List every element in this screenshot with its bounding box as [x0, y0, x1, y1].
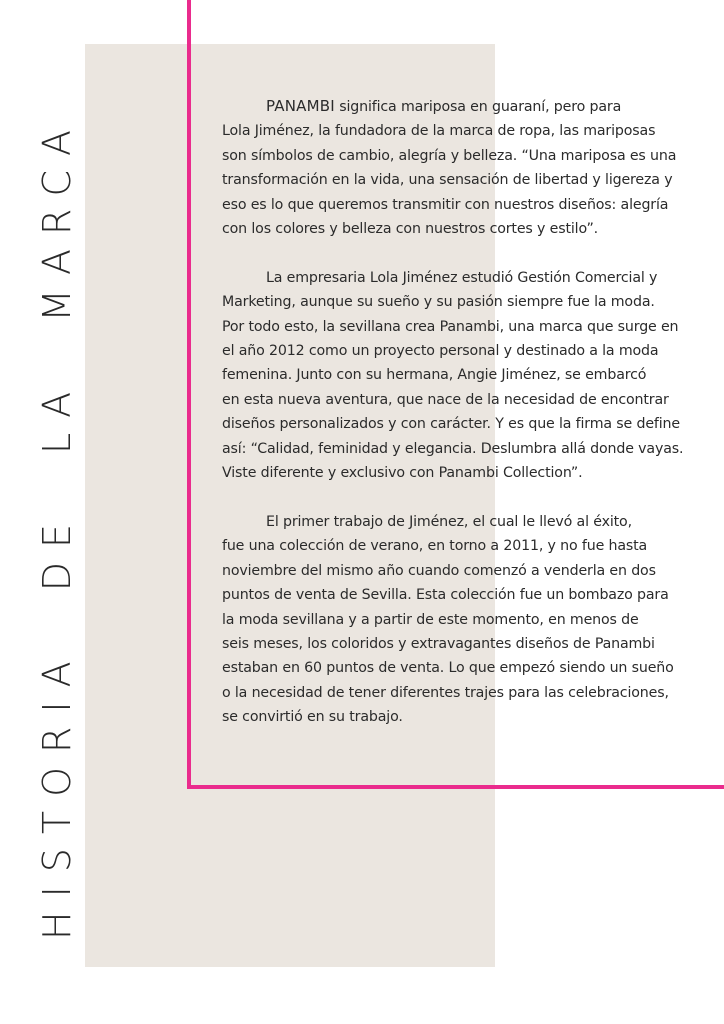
text-line: así: “Calidad, feminidad y elegancia. Deslumbra allá donde vayas. — [222, 440, 684, 457]
vertical-page-title: HISTORIA DE LA MARCA — [35, 116, 79, 940]
text-line: transformación en la vida, una sensación de libertad y ligereza y — [222, 172, 673, 189]
text-line: en esta nueva aventura, que nace de la necesidad de encontrar — [222, 391, 669, 408]
text-line-segment: significa mariposa en guaraní, pero para — [334, 99, 622, 115]
article-body — [222, 94, 692, 754]
text-line: Por todo esto, la sevillana crea Panambi, una marca que surge en — [222, 318, 679, 335]
text-line: noviembre del mismo año cuando comenzó a venderla en dos — [222, 562, 656, 579]
text-line: femenina. Junto con su hermana, Angie Jiménez, se embarcó — [222, 367, 647, 384]
paragraph-3 — [222, 510, 692, 730]
text-line: fue una colección de verano, en torno a 2011, y no fue hasta — [222, 538, 648, 555]
text-line: el año 2012 como un proyecto personal y destinado a la moda — [222, 343, 659, 360]
text-line: diseños personalizados y con carácter. Y es que la firma se define — [222, 416, 680, 433]
text-line: La empresaria Lola Jiménez estudió Gestión Comercial y — [266, 269, 658, 286]
text-line — [222, 94, 692, 119]
paragraph-2 — [222, 266, 692, 486]
accent-line-vertical — [187, 0, 191, 789]
brand-name: PANAMBI — [266, 97, 335, 115]
text-line: o la necesidad de tener diferentes trajes para las celebraciones, — [222, 684, 669, 701]
text-line: estaban en 60 puntos de venta. Lo que empezó siendo un sueño — [222, 660, 674, 677]
text-line: puntos de venta de Sevilla. Esta colección fue un bombazo para — [222, 587, 669, 604]
text-line: El primer trabajo de Jiménez, el cual le llevó al éxito, — [266, 513, 632, 530]
text-line: Lola Jiménez, la fundadora de la marca de ropa, las mariposas — [222, 123, 656, 140]
text-line: eso es lo que queremos transmitir con nuestros diseños: alegría — [222, 196, 669, 213]
paragraph-1 — [222, 94, 692, 241]
text-line: Marketing, aunque su sueño y su pasión siempre fue la moda. — [222, 294, 655, 311]
text-line: la moda sevillana y a partir de este momento, en menos de — [222, 611, 639, 628]
text-line: se convirtió en su trabajo. — [222, 709, 403, 726]
text-line: con los colores y belleza con nuestros cortes y estilo”. — [222, 221, 599, 238]
text-line: seis meses, los coloridos y extravagantes diseños de Panambi — [222, 635, 655, 652]
accent-line-horizontal — [187, 785, 724, 789]
text-line: Viste diferente y exclusivo con Panambi Collection”. — [222, 465, 583, 482]
text-line: son símbolos de cambio, alegría y belleza. “Una mariposa es una — [222, 147, 677, 164]
